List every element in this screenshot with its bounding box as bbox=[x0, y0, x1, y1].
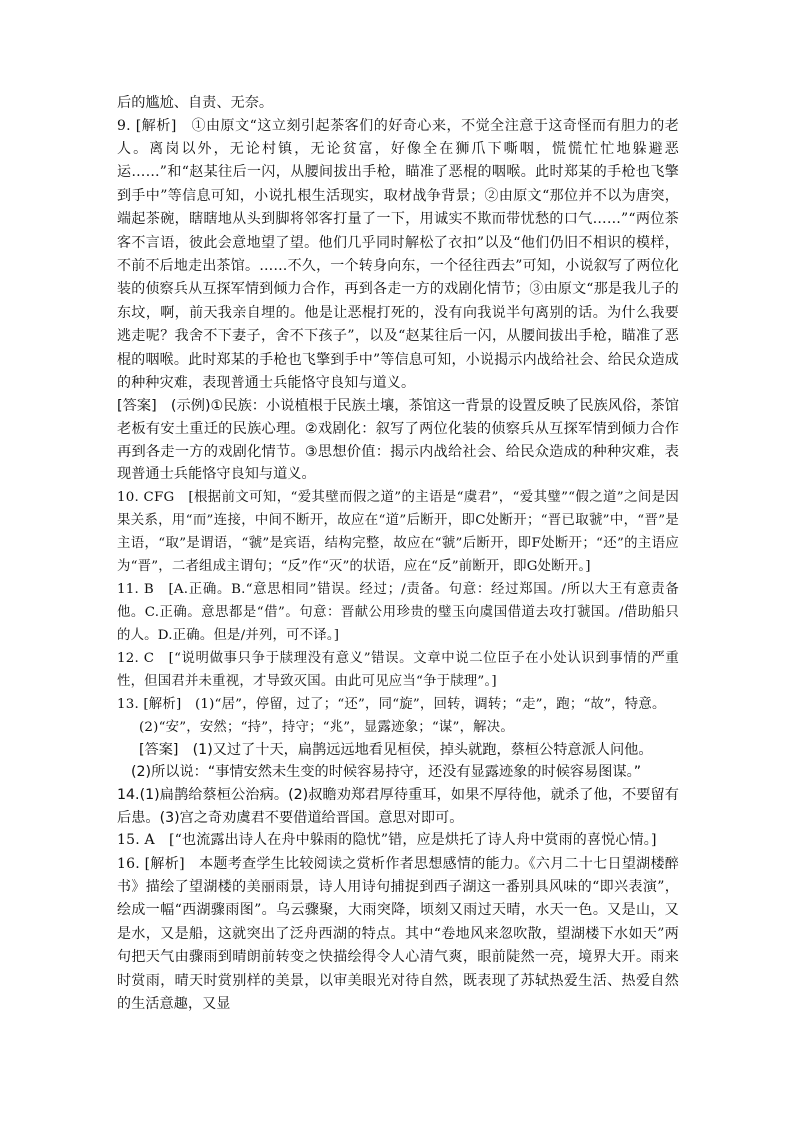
q12-answer: 12. C [“说明做事只争于牍理没有意义”错误。文章中说二位臣子在小处认识到事情的严重性，但国君并未重视，才导致灭国。由此可见应当“争于牍理”。] bbox=[117, 650, 679, 689]
q11-answer: 11. B [A.正确。B.“意思相同”错误。经过；/责备。句意：经过郑国。/所以大王有意责备他。C.正确。意思都是“借”。句意：晋献公用珍贵的璧玉向虞国借道去攻打虢国。/借助船只的人。D.正确。但是/并列，可不译。] bbox=[117, 581, 679, 643]
q13-analysis: 13. [解析] (1)“居”，停留，过了；“还”，同“旋”，回转，调转；“走”，跑；“故”，特意。 bbox=[117, 696, 666, 712]
q13-analysis-part2: (2)“安”，安然；“持”，持守；“兆”，显露迹象；“谋”，解决。 bbox=[139, 719, 514, 735]
q10-answer: 10. CFG [根据前文可知，“爱其壁而假之道”的主语是“虞君”，“爱其璧”“假之道”之间是因果关系，用“而”连接，中间不断开，故应在“道”后断开，即C处断开；“晋已取虢”中，“晋”是主语，“取”是谓语，“虢”是宾语，结构完整，故应在“虢”后断开，即F处断开；“还”的主语应为“晋”，二者组成主谓句；“反”作“灭”的状语，应在“反”前断开，即G处断开。] bbox=[117, 489, 679, 574]
q13-answer-part2: (2)所以说：“事情安然未生变的时候容易持守，还没有显露迹象的时候容易图谋。” bbox=[131, 764, 642, 781]
q15-answer: 15. A [“也流露出诗人在舟中躲雨的隐忧”错，应是烘托了诗人舟中赏雨的喜悦心情。] bbox=[117, 832, 657, 849]
q16-analysis: 16. [解析] 本题考查学生比较阅读之赏析作者思想感情的能力。《六月二十七日望湖楼醉书》描绘了望湖楼的美丽雨景，诗人用诗句捕捉到西子湖这一番别具风味的“即兴表演”，绘成一幅“西湖骤雨图”。乌云骤聚，大雨突降，顷刻又雨过天晴，水天一色。又是山，又是水，又是船，这就突出了泛舟西湖的特点。其中“卷地风来忽吹散，望湖楼下水如天”两句把天气由骤雨到晴朗前转变之快描绘得令人心清气爽，眼前陡然一亮，境界大开。雨来时赏雨，晴天时赏别样的美景，以审美眼光对待自然，既表现了苏轼热爱生活、热爱自然的生活意趣，又显 bbox=[117, 855, 679, 1013]
q13-answer-part1: [答案] (1)又过了十天，扁鹊远远地看见桓侯，掉头就跑，蔡桓公特意派人问他。 bbox=[139, 741, 653, 758]
answer-text-body bbox=[117, 92, 679, 1016]
q14-answer: 14.(1)扁鹊给蔡桓公治病。(2)叔瞻劝郑君厚待重耳，如果不厚待他，就杀了他，不要留有后患。(3)宫之奇劝虞君不要借道给晋国。意思对即可。 bbox=[117, 787, 679, 826]
q9-answer: [答案] (示例)①民族：小说植根于民族土壤，茶馆这一背景的设置反映了民族风俗，茶馆老板有安土重迁的民族心理。②戏剧化：叙写了两位化装的侦察兵从互探军情到倾力合作再到各走一方的戏剧化情节。③思想价值：揭示内战给社会、给民众造成的种种灾难，表现普通士兵能恪守良知与道义。 bbox=[117, 398, 679, 483]
paragraph-continuation: 后的尴尬、自责、无奈。 bbox=[117, 95, 274, 111]
q9-analysis: 9. [解析] ①由原文“这立刻引起茶客们的好奇心来，不觉全注意于这奇怪而有胆力的老人。离岗以外，无论村镇，无论贫富，好像全在狮爪下嘶咽，慌慌忙忙地躲避恶运……”和“赵某往后一闪，从腰间拔出手枪，瞄准了恶棍的咽喉。此时郑某的手枪也飞擎到手中”等信息可知，小说扎根生活现实，取材战争背景；②由原文“那位并不以为唐突，端起茶碗，瞎瞎地从头到脚将邻客打量了一下，用诚实不欺而带忧愁的口气……”“两位茶客不言语，彼此会意地望了望。他们几乎同时解松了衣扣”以及“他们仍旧不相识的模样，不前不后地走出茶馆。……不久，一个转身向东，一个径往西去”可知，小说叙写了两位化装的侦察兵从互探军情到倾力合作，再到各走一方的戏剧化情节；③由原文“那是我儿子的东坟，啊，前天我亲自埋的。他是让恶棍打死的，没有向我说半句离别的话。为什么我要逃走呢？我舍不下妻子，舍不下孩子”，以及“赵某往后一闪，从腰间拔出手枪，瞄准了恶棍的咽喉。此时郑某的手枪也飞擎到手中”等信息可知，小说揭示内战给社会、给民众造成的种种灾难，表现普通士兵能恪守良知与道义。 bbox=[117, 117, 679, 392]
